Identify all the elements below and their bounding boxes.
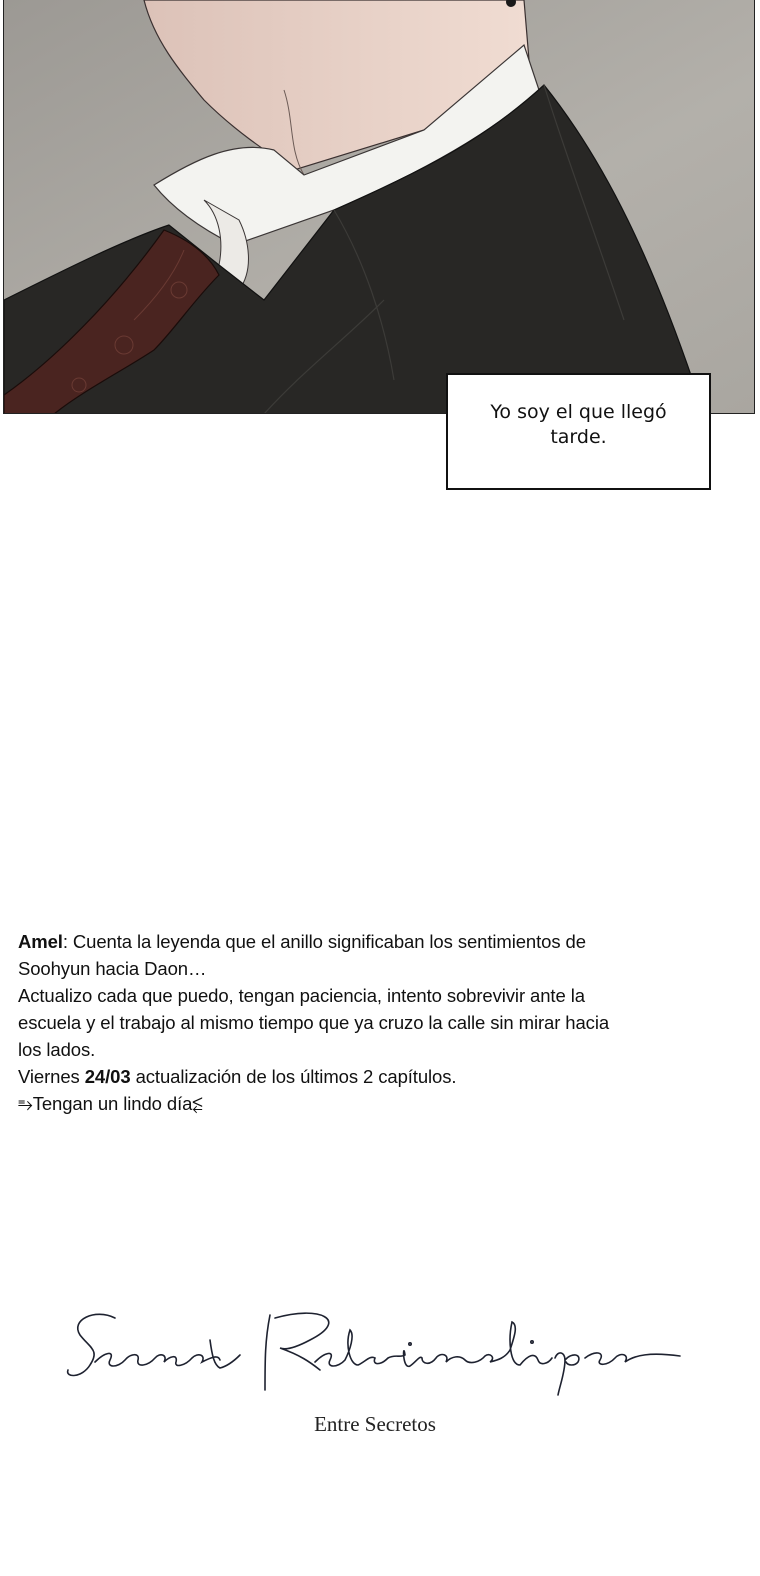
notes-date: 24/03 <box>84 1066 131 1087</box>
comic-panel <box>3 0 755 414</box>
speech-bubble <box>446 373 711 490</box>
suit-illustration <box>4 0 755 414</box>
title-signature-logo <box>60 1300 710 1410</box>
notes-paragraph-3 <box>18 1063 618 1090</box>
signature-script <box>60 1300 710 1410</box>
notes-line-1: : Cuenta la leyenda que el anillo significaban los sentimientos de Soohyun hacia Daon… <box>18 931 586 979</box>
notes-line-4: ⥱Tengan un lindo día⥶ <box>18 1093 203 1114</box>
notes-line-3-prefix: Viernes <box>18 1066 85 1087</box>
notes-line-3-rest: actualización de los últimos 2 capítulos. <box>130 1066 457 1087</box>
speech-bubble-text: Yo soy el que llegó tarde. <box>490 400 667 448</box>
notes-paragraph-1 <box>18 928 618 982</box>
notes-line-2: Actualizo cada que puedo, tengan paciencia, intento sobrevivir ante la escuela y el trabajo al mismo tiempo que ya cruzo la calle sin mirar hacia los lados. <box>18 985 610 1060</box>
translator-notes <box>18 928 618 1117</box>
notes-author: Amel <box>18 931 63 952</box>
series-subtitle: Entre Secretos <box>314 1412 436 1436</box>
